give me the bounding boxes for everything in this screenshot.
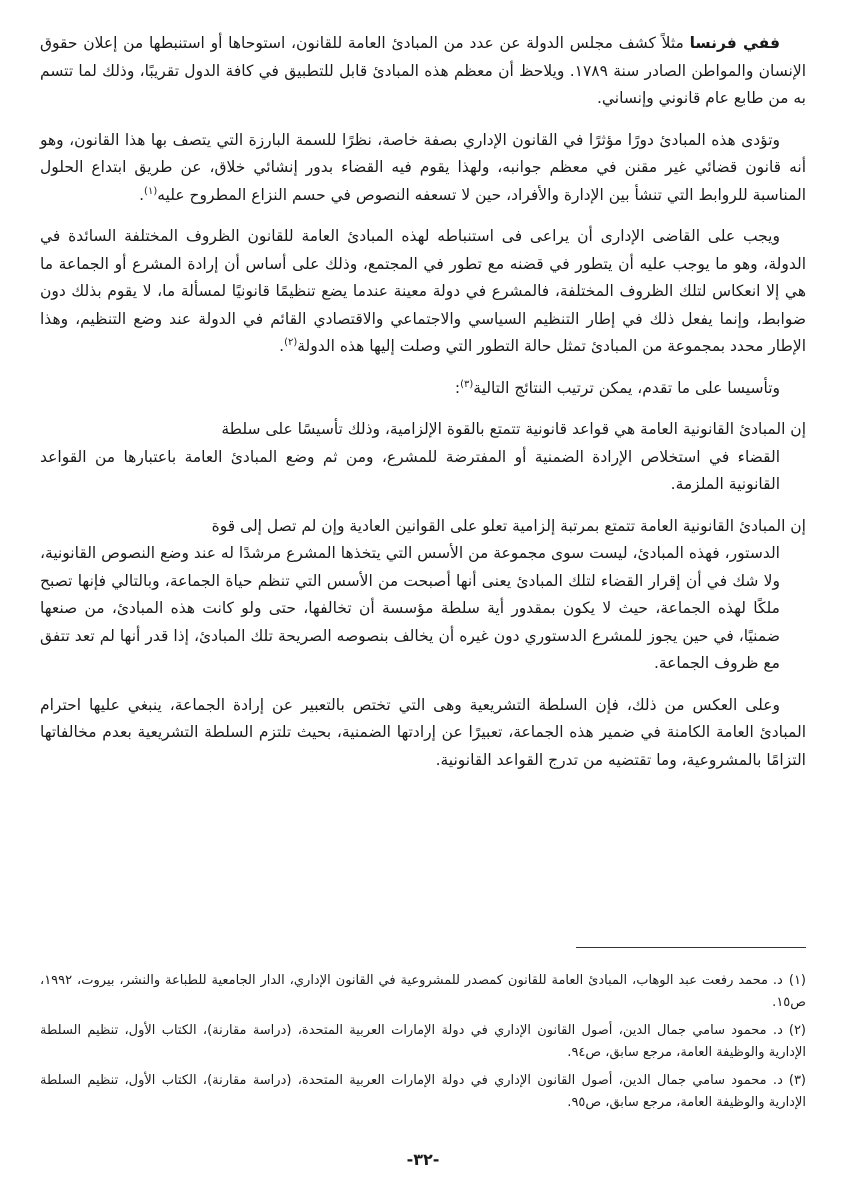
footnote-2-number: (٢) [788,1023,806,1038]
paragraph-3 [40,223,806,361]
footnote-2-text: د. محمود سامي جمال الدين، أصول القانون الإداري في دولة الإمارات العربية المتحدة، (دراسة مقارنة)، الكتاب الأول، تنظيم السلطة الإدارية والوظيفة العامة، مرجع سابق، ص٩٤. [40,1023,806,1060]
result-item-1 [40,416,806,499]
page-body [40,30,806,788]
result-item-2-first-line: إن المبادئ القانونية العامة تتمتع بمرتبة إلزامية تعلو على القوانين العادية وإن لم تصل إلى قوة [211,516,806,535]
paragraph-2-end: . [139,185,145,204]
paragraph-4-end: : [454,378,461,397]
result-item-1-first-line: إن المبادئ القانونية العامة هي قواعد قانونية تتمتع بالقوة الإلزامية، وذلك تأسيسًا على سلطة [221,420,806,438]
paragraph-7 [40,692,806,775]
paragraph-7-text: وعلى العكس من ذلك، فإن السلطة التشريعية وهى التي تختص بالتعبير عن إرادة الجماعة، ينبغي عليها احترام المبادئ العامة الكامنة في ضمير هذه الجماعة، تعبيرًا عن إرادتها الضمنية، بحيث تلتزم السلطة التشريعية بعدم مخالفاتها التزامًا بالمشروعية، وما تقتضيه من تدرج القواعد القانونية. [40,695,806,769]
paragraph-1 [40,30,806,113]
footnote-separator [576,947,806,948]
footnote-3 [40,1070,806,1114]
paragraph-3-end: . [279,337,285,355]
footnote-3-text: د. محمود سامي جمال الدين، أصول القانون الإداري في دولة الإمارات العربية المتحدة، (دراسة مقارنة)، الكتاب الأول، تنظيم السلطة الإدارية والوظيفة العامة، مرجع سابق، ص٩٥. [40,1073,806,1110]
footnote-2 [40,1020,806,1064]
footnote-ref-1: (١) [144,185,158,197]
paragraph-1-bold: ففي فرنسا [689,34,780,52]
paragraph-2-text: وتؤدى هذه المبادئ دورًا مؤثرًا في القانون الإداري بصفة خاصة، نظرًا للسمة البارزة التي يتصف بها هذا القانون، وهو أنه قانون قضائي غير مقنن في معظم جوانبه، ولهذا يقوم فيه القضاء بدور إنشائي خلاق، عن طريق ابتداع الحلول المناسبة للروابط التي تنشأ بين الإدارة والأفراد، حين لا تسعفه النصوص في حسم النزاع المطروح عليه [40,130,806,204]
footnote-1-number: (١) [788,973,806,988]
paragraph-2 [40,127,806,210]
footnote-ref-3: (٣) [460,378,474,390]
footnote-ref-2: (٢) [284,336,298,348]
footnote-1 [40,970,806,1014]
paragraph-4 [40,375,806,403]
result-item-2-continuation: الدستور، فهذه المبادئ، ليست سوى مجموعة من الأسس التي يتخذها المشرع مرشدًا له عند وضع النصوص القانونية، ولا شك في أن إقرار القضاء لتلك المبادئ يعنى أنها أصبحت من الأسس التي تنظم حياة الجماعة، وبالتالي فإنها تصبح ملكًا لهذه الجماعة، حيث لا يكون بمقدور أية سلطة مؤسسة أن تخالفها، حتى ولو كانت هذه المبادئ، من صنعها ضمنيًا، في حين يجوز للمشرع الدستوري دون غيره أن يخالف بنصوصه الصريحة تلك المبادئ، إذا قدر أنها لم تعد تتفق مع ظروف الجماعة. [40,544,780,672]
footnotes [40,970,806,1120]
paragraph-4-text: وتأسيسا على ما تقدم، يمكن ترتيب النتائج التالية [473,378,780,397]
paragraph-1-text: مثلاً كشف مجلس الدولة عن عدد من المبادئ العامة للقانون، استوحاها أو استنبطها من إعلان حقوق الإنسان والمواطن الصادر سنة ١٧٨٩. ويلاحظ أن معظم هذه المبادئ قابل للتطبيق في كافة الدول تقريبًا، وذلك لما تتسم به من طابع عام قانوني وإنساني. [40,34,806,107]
page-number: -٣٢- [406,1150,440,1169]
result-item-2 [40,513,806,678]
paragraph-3-text: ويجب على القاضى الإدارى أن يراعى فى استنباطه لهذه المبادئ العامة للقانون الظروف المختلفة السائدة في الدولة، وهو ما يوجب عليه أن يتطور في قضنه مع تطور في المجتمع، وذلك على أساس أن إرادة المشرع أو الجماعة ما هي إلا انعكاس لتلك الظروف المختلفة، فالمشرع في دولة معينة عندما يضع تنظيمًا قانونيًا لمسألة ما، لا يقوم بذلك دون ضوابط، وإنما يفعل ذلك في إطار التنظيم السياسي والاجتماعي والاقتصادي القائم في الدولة عند وضع التنظيم، وهذا الإطار محدد بمجموعة من المبادئ تمثل حالة التطور التي وصلت إليها هذه الدولة [40,227,806,355]
footnote-3-number: (٣) [788,1073,806,1088]
footnote-1-text: د. محمد رفعت عبد الوهاب، المبادئ العامة للقانون كمصدر للمشروعية في القانون الإداري، الدار الجامعية للطباعة والنشر، بيروت، ١٩٩٢، ص١٥. [40,973,806,1010]
result-item-1-continuation: القضاء في استخلاص الإرادة الضمنية أو المفترضة للمشرع، ومن ثم وضع المبادئ العامة باعتبارها من القواعد القانونية الملزمة. [40,447,780,493]
